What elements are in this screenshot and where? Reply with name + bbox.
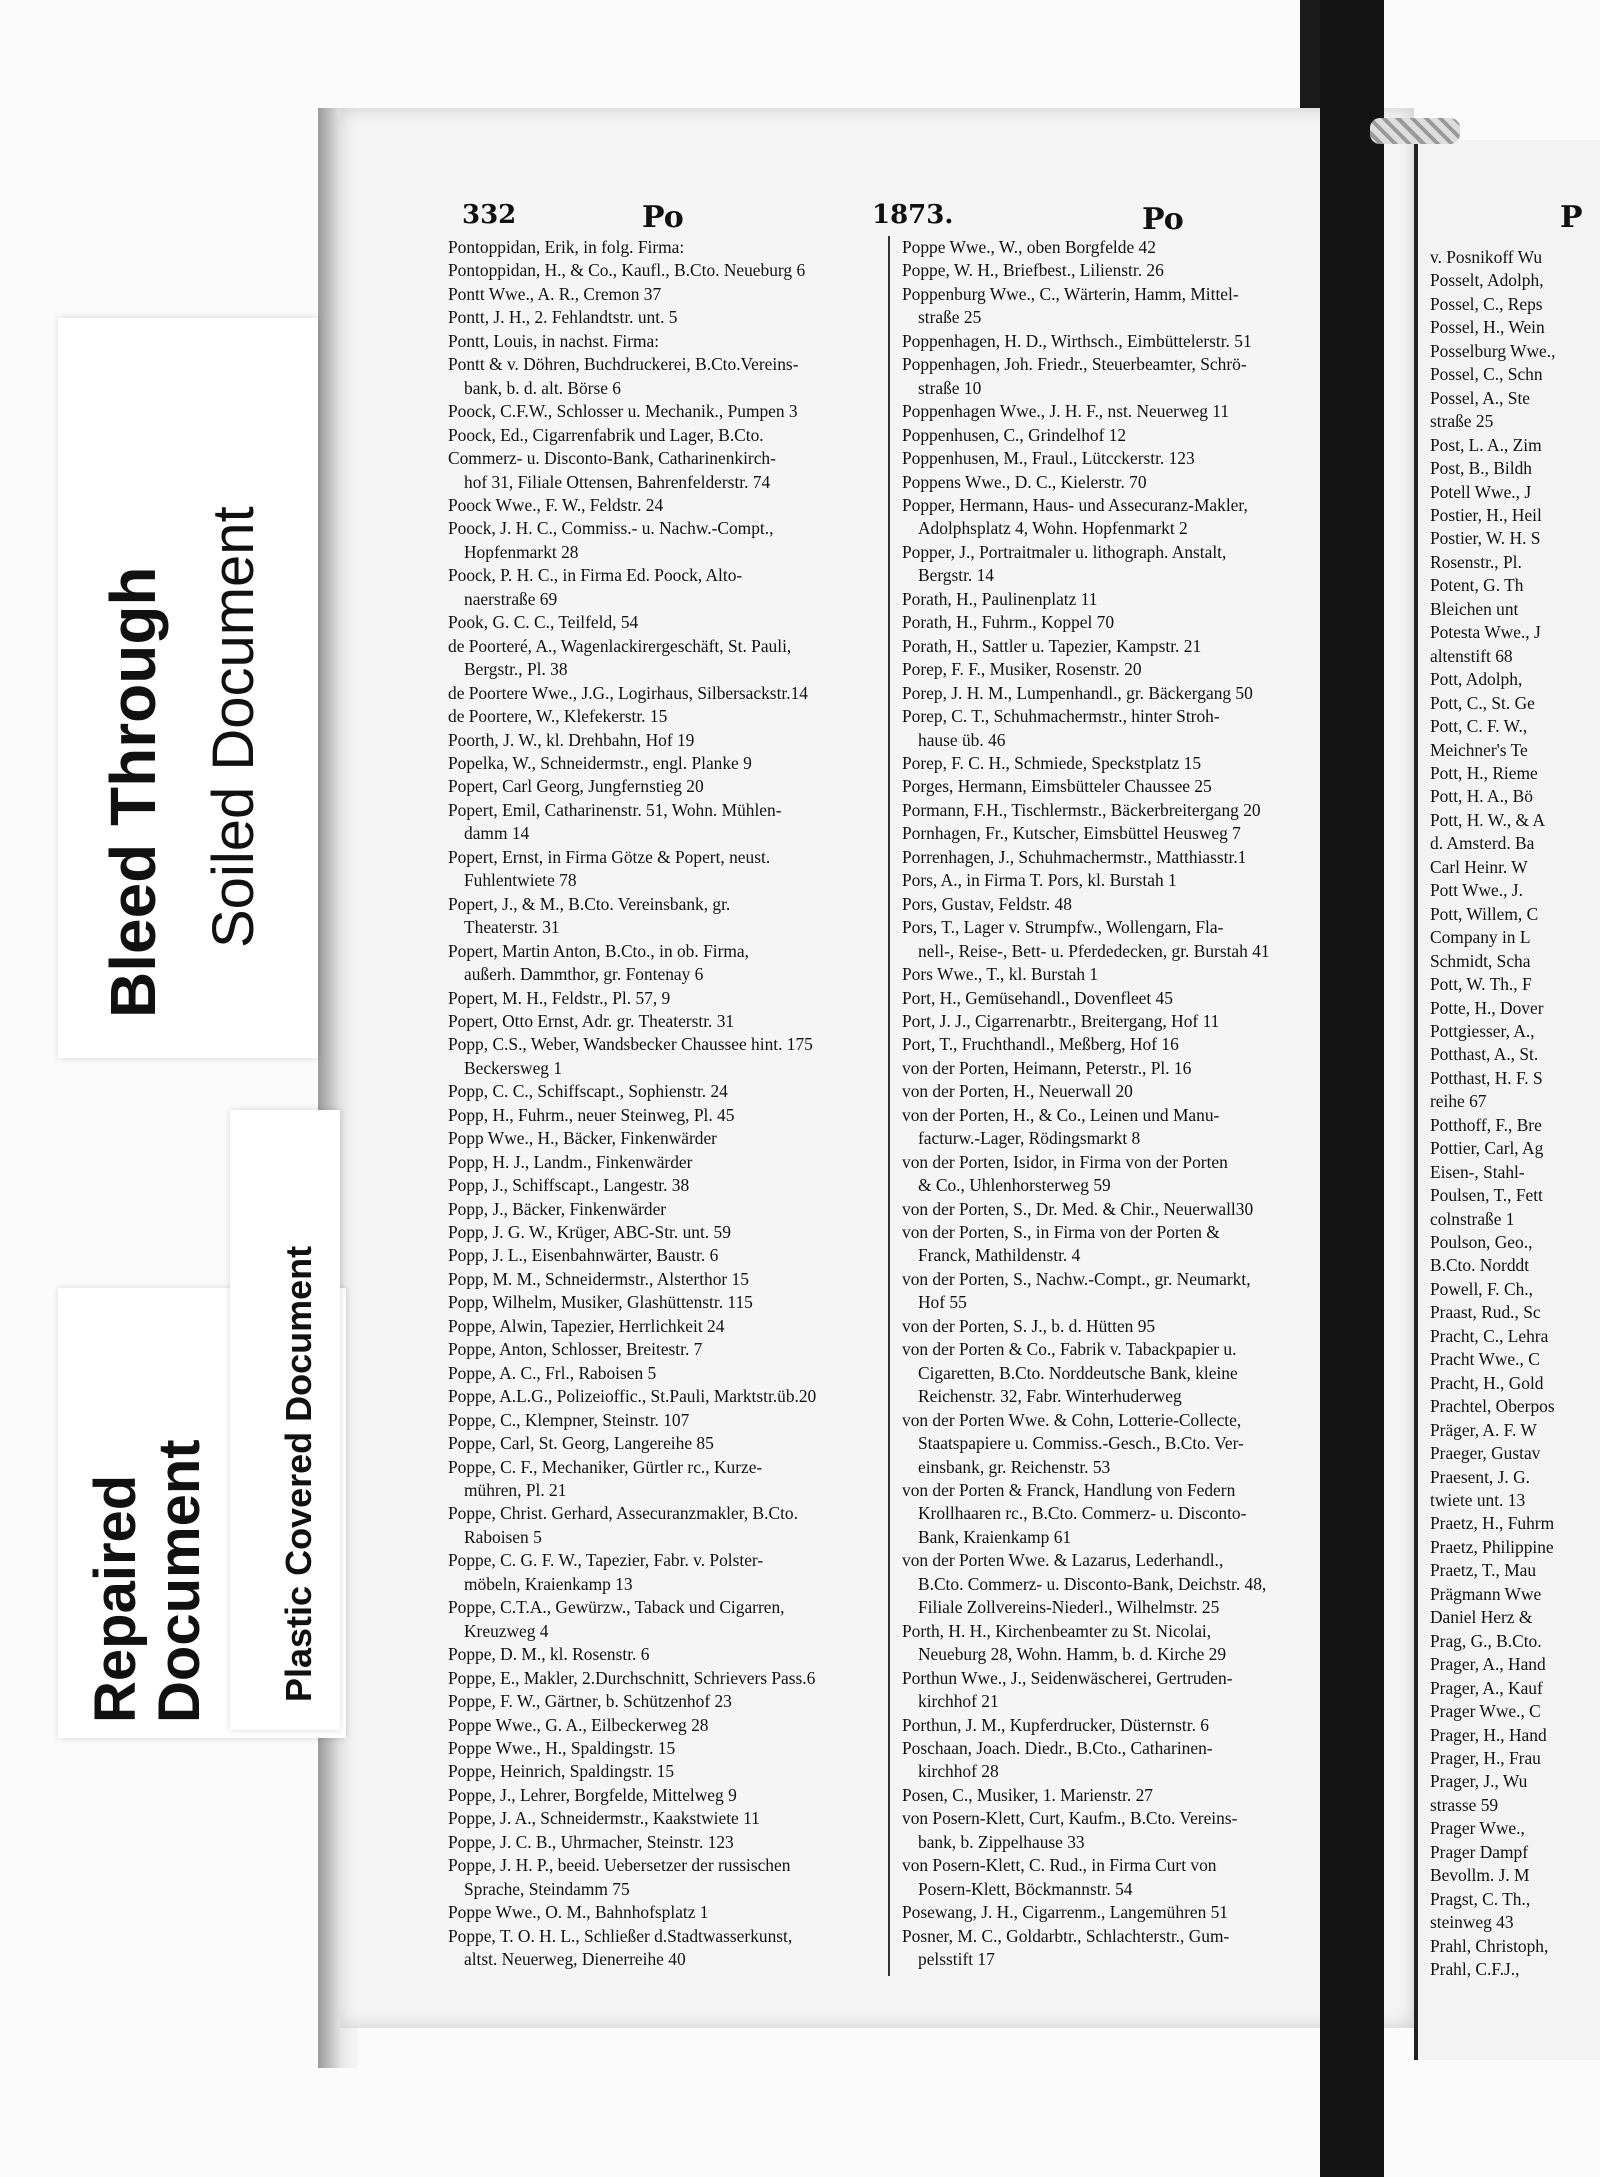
directory-entry: Hopfenmarkt 28 [464, 541, 579, 562]
left-column [448, 236, 912, 1972]
directory-entry: Prager, A., Kauf [1430, 1677, 1543, 1698]
directory-entry: straße 10 [918, 377, 982, 398]
directory-entry: Pontt, Louis, in nachst. Firma: [448, 330, 660, 351]
bleed-through-tag [58, 318, 318, 1058]
directory-entry: Poppenhagen, H. D., Wirthsch., Eimbüttelerstr. 51 [902, 330, 1252, 351]
header-right-letters: Po [1142, 202, 1184, 237]
directory-entry: Popp, Wilhelm, Musiker, Glashüttenstr. 115 [448, 1292, 753, 1313]
directory-entry: Praesent, J. G. [1430, 1466, 1530, 1487]
directory-entry: Poppenhagen Wwe., J. H. F., nst. Neuerweg 11 [902, 401, 1230, 422]
directory-entry: Popp, J., Schiffscapt., Langestr. 38 [448, 1175, 690, 1196]
directory-entry: Popert, Martin Anton, B.Cto., in ob. Firma, [448, 940, 749, 961]
directory-entry: Popper, J., Portraitmaler u. lithograph. Anstalt, [902, 541, 1227, 562]
directory-entry: Pook, G. C. C., Teilfeld, 54 [448, 612, 639, 633]
directory-entry: Poock, C.F.W., Schlosser u. Mechanik., Pumpen 3 [448, 401, 798, 422]
directory-entry: Posern-Klett, Böckmannstr. 54 [918, 1878, 1133, 1899]
directory-entry: Porth, H. H., Kirchenbeamter zu St. Nicolai, [902, 1620, 1212, 1641]
directory-entry: Popert, Ernst, in Firma Götze & Popert, neust. [448, 846, 771, 867]
directory-entry: Poppe, D. M., kl. Rosenstr. 6 [448, 1644, 650, 1665]
directory-entry: Potte, H., Dover [1430, 997, 1544, 1018]
directory-entry: Postier, W. H. S [1430, 528, 1541, 549]
directory-entry: von der Porten Wwe. & Lazarus, Lederhandl., [902, 1550, 1224, 1571]
directory-entry: B.Cto. Norddt [1430, 1255, 1530, 1276]
directory-entry: Porath, H., Sattler u. Tapezier, Kampstr. 21 [902, 635, 1202, 656]
directory-entry: Poschaan, Joach. Diedr., B.Cto., Catharinen- [902, 1738, 1213, 1758]
directory-entry: Poppe Wwe., W., oben Borgfelde 42 [902, 237, 1156, 257]
directory-entry: nell-, Reise-, Bett- u. Pferdedecken, gr. Burstah 41 [918, 940, 1270, 961]
directory-entry: Poppe, E., Makler, 2.Durchschnitt, Schrievers Pass.6 [448, 1667, 816, 1688]
directory-entry: facturw.-Lager, Rödingsmarkt 8 [918, 1128, 1141, 1149]
directory-entry: Bank, Kraienkamp 61 [918, 1526, 1072, 1547]
directory-entry: damm 14 [464, 823, 530, 844]
directory-entry: pelsstift 17 [918, 1949, 995, 1970]
directory-entry: Possel, A., Ste [1430, 387, 1531, 408]
directory-entry: Sprache, Steindamm 75 [464, 1878, 630, 1899]
directory-entry: strasse 59 [1430, 1794, 1499, 1815]
directory-entry: Porep, F. F., Musiker, Rosenstr. 20 [902, 659, 1142, 680]
directory-entry: Commerz- u. Disconto-Bank, Catharinenkirch- [448, 448, 776, 469]
directory-entry: von der Porten Wwe. & Cohn, Lotterie-Collecte, [902, 1409, 1242, 1430]
directory-entry: Pott, H. A., Bö [1430, 786, 1533, 807]
directory-entry: Pontoppidan, H., & Co., Kaufl., B.Cto. Neueburg 6 [448, 260, 806, 281]
directory-entry: Pott, H., Rieme [1430, 762, 1538, 783]
directory-entry: Poppe, F. W., Gärtner, b. Schützenhof 23 [448, 1691, 732, 1712]
directory-entry: Port, H., Gemüsehandl., Dovenfleet 45 [902, 987, 1173, 1008]
directory-entry: hause üb. 46 [918, 729, 1006, 750]
repaired-label [84, 1439, 212, 1723]
directory-entry: reihe 67 [1430, 1091, 1487, 1112]
directory-entry: Potesta Wwe., J [1430, 622, 1541, 643]
directory-entry: Porges, Hermann, Eimsbütteler Chaussee 25 [902, 776, 1212, 797]
directory-entry: Porep, F. C. H., Schmiede, Speckstplatz 15 [902, 752, 1202, 773]
directory-entry: außerh. Dammthor, gr. Fontenay 6 [464, 964, 704, 985]
directory-entry: Port, T., Fruchthandl., Meßberg, Hof 16 [902, 1034, 1179, 1055]
directory-entry: de Poortere Wwe., J.G., Logirhaus, Silbersackstr.14 [448, 682, 808, 703]
directory-entry: Prager Wwe., C [1430, 1701, 1541, 1722]
directory-entry: Porath, H., Fuhrm., Koppel 70 [902, 612, 1115, 633]
directory-entry: Praetz, T., Mau [1430, 1560, 1537, 1581]
directory-entry: Popp, J., Bäcker, Finkenwärder [448, 1198, 667, 1219]
directory-entry: von der Porten, H., Neuerwall 20 [902, 1081, 1133, 1102]
directory-entry: Prager Wwe., [1430, 1818, 1525, 1839]
directory-entry: Pott Wwe., J. [1430, 880, 1523, 901]
header-year: 1873. [872, 200, 954, 230]
directory-entry: Filiale Zollvereins-Niederl., Wilhelmstr. 25 [918, 1597, 1220, 1618]
directory-entry: von der Porten, Isidor, in Firma von der Porten [902, 1151, 1228, 1172]
soiled-document-label: Soiled Document [201, 506, 266, 948]
directory-entry: Poppe Wwe., G. A., Eilbeckerweg 28 [448, 1714, 709, 1735]
directory-entry: Porrenhagen, J., Schuhmachermstr., Matthiasstr.1 [902, 846, 1247, 867]
directory-entry: Pontt & v. Döhren, Buchdruckerei, B.Cto.Vereins- [448, 354, 799, 375]
directory-entry: Porep, C. T., Schuhmachermstr., hinter Stroh- [902, 706, 1220, 727]
directory-entry: von der Porten, S. J., b. d. Hütten 95 [902, 1315, 1156, 1336]
directory-entry: altst. Neuerweg, Dienerreihe 40 [464, 1949, 686, 1970]
directory-entry: Posselt, Adolph, [1430, 270, 1544, 291]
directory-entry: Popp, C.S., Weber, Wandsbecker Chaussee hint. 175 [448, 1034, 813, 1055]
directory-entry: Post, B., Bildh [1430, 458, 1532, 479]
directory-entry: d. Amsterd. Ba [1430, 833, 1535, 854]
directory-entry: Porthun, J. M., Kupferdrucker, Düsternstr. 6 [902, 1714, 1209, 1735]
directory-entry: Potthast, H. F. S [1430, 1067, 1543, 1088]
directory-entry: Reichenstr. 32, Fabr. Winterhuderweg [918, 1386, 1182, 1407]
directory-entry: Pornhagen, Fr., Kutscher, Eimsbüttel Heusweg 7 [902, 823, 1241, 844]
directory-entry: altenstift 68 [1430, 645, 1513, 666]
directory-entry: Popert, J., & M., B.Cto. Vereinsbank, gr. [448, 893, 731, 914]
directory-entry: Poppe, C., Klempner, Steinstr. 107 [448, 1409, 690, 1430]
right-page-header: P [1560, 200, 1583, 235]
directory-entry: Poppe Wwe., H., Spaldingstr. 15 [448, 1738, 676, 1758]
directory-entry: Post, L. A., Zim [1430, 434, 1542, 455]
directory-entry: Prahl, Christoph, [1430, 1935, 1549, 1956]
directory-entry: von Posern-Klett, C. Rud., in Firma Curt von [902, 1855, 1217, 1876]
directory-entry: Prager, H., Frau [1430, 1748, 1541, 1768]
directory-entry: kirchhof 28 [918, 1761, 999, 1782]
directory-entry: Poppe, C.T.A., Gewürzw., Taback und Cigarren, [448, 1597, 785, 1618]
directory-entry: Postier, H., Heil [1430, 504, 1542, 525]
directory-entry: Neueburg 28, Wohn. Hamm, b. d. Kirche 29 [918, 1644, 1227, 1665]
directory-entry: Poorth, J. W., kl. Drehbahn, Hof 19 [448, 729, 695, 750]
directory-entry: Pragst, C. Th., [1430, 1888, 1531, 1909]
directory-entry: Potell Wwe., J [1430, 481, 1532, 502]
directory-entry: Pott, H. W., & A [1430, 809, 1545, 830]
directory-entry: Poppe, J., Lehrer, Borgfelde, Mittelweg 9 [448, 1784, 737, 1805]
directory-entry: Posewang, J. H., Cigarrenm., Langemühren 51 [902, 1902, 1229, 1923]
directory-entry: Krollhaaren rc., B.Cto. Commerz- u. Disconto- [918, 1503, 1247, 1524]
directory-entry: Prager, J., Wu [1430, 1771, 1528, 1792]
directory-entry: Poppe, C. F., Mechaniker, Gürtler rc., Kurze- [448, 1456, 763, 1477]
directory-entry: Rosenstr., Pl. [1430, 551, 1522, 572]
directory-entry: naerstraße 69 [464, 588, 558, 609]
directory-entry: Pontoppidan, Erik, in folg. Firma: [448, 237, 685, 257]
directory-entry: kirchhof 21 [918, 1691, 999, 1712]
directory-entry: Praeger, Gustav [1430, 1443, 1541, 1464]
directory-entry: Pracht, H., Gold [1430, 1372, 1544, 1393]
directory-entry: Porep, J. H. M., Lumpenhandl., gr. Bäckergang 50 [902, 682, 1253, 703]
directory-entry: Poppenhusen, C., Grindelhof 12 [902, 424, 1127, 445]
directory-entry: twiete unt. 13 [1430, 1490, 1526, 1511]
directory-entry: Prager, A., Hand [1430, 1654, 1546, 1675]
right-page-column [1430, 246, 1600, 1982]
directory-entry: Poppe Wwe., O. M., Bahnhofsplatz 1 [448, 1902, 709, 1923]
directory-entry: v. Posnikoff Wu [1430, 247, 1543, 267]
directory-entry: steinweg 43 [1430, 1912, 1514, 1933]
directory-entry: Popert, Carl Georg, Jungfernstieg 20 [448, 776, 704, 797]
directory-entry: de Poortere, W., Klefekerstr. 15 [448, 706, 668, 727]
directory-entry: Hof 55 [918, 1292, 967, 1313]
directory-entry: von der Porten, S., Nachw.-Compt., gr. Neumarkt, [902, 1268, 1251, 1289]
directory-entry: Pottgiesser, A., [1430, 1020, 1535, 1041]
directory-entry: Potthast, A., St. [1430, 1044, 1539, 1065]
directory-entry: Poppe, Heinrich, Spaldingstr. 15 [448, 1761, 675, 1782]
header-left-letters: Po [642, 200, 684, 235]
directory-entry: Poppe, C. G. F. W., Tapezier, Fabr. v. Polster- [448, 1550, 764, 1571]
directory-entry: Kreuzweg 4 [464, 1620, 549, 1641]
directory-entry: Pors, A., in Firma T. Pors, kl. Burstah 1 [902, 870, 1177, 891]
directory-entry: bank, b. d. alt. Börse 6 [464, 377, 621, 398]
directory-entry: Powell, F. Ch., [1430, 1278, 1533, 1299]
directory-entry: Popp, J. L., Eisenbahnwärter, Baustr. 6 [448, 1245, 719, 1266]
directory-entry: Poppe, T. O. H. L., Schließer d.Stadtwasserkunst, [448, 1925, 793, 1946]
directory-entry: Pors, T., Lager v. Strumpfw., Wollengarn, Fla- [902, 917, 1224, 938]
right-column [902, 236, 1362, 1972]
directory-entry: Posselburg Wwe., [1430, 340, 1556, 361]
directory-entry: Poppe, Anton, Schlosser, Breitestr. 7 [448, 1339, 703, 1360]
directory-entry: Pracht, C., Lehra [1430, 1325, 1549, 1346]
directory-entry: Poppenhusen, M., Fraul., Lütcckerstr. 123 [902, 448, 1195, 469]
directory-entry: Poppe, J. H. P., beeid. Uebersetzer der russischen [448, 1855, 791, 1876]
directory-entry: Popert, Emil, Catharinenstr. 51, Wohn. Mühlen- [448, 799, 782, 820]
directory-entry: Poppe, J. C. B., Uhrmacher, Steinstr. 123 [448, 1831, 734, 1852]
bookmark-ribbon [1370, 118, 1460, 144]
directory-entry: mühren, Pl. 21 [464, 1480, 567, 1501]
page-header [462, 200, 1352, 236]
directory-entry: Pott, C. F. W., [1430, 716, 1528, 737]
directory-entry: Meichner's Te [1430, 739, 1528, 760]
directory-entry: möbeln, Kraienkamp 13 [464, 1573, 633, 1594]
directory-entry: Prager, H., Hand [1430, 1724, 1547, 1745]
directory-entry: & Co., Uhlenhorsterweg 59 [918, 1175, 1111, 1196]
directory-entry: colnstraße 1 [1430, 1208, 1515, 1229]
directory-entry: Praast, Rud., Sc [1430, 1302, 1541, 1323]
directory-entry: Popper, Hermann, Haus- und Assecuranz-Makler, [902, 494, 1248, 515]
directory-entry: Poppe, Christ. Gerhard, Assecuranzmakler, B.Cto. [448, 1503, 798, 1524]
directory-entry: Staatspapiere u. Commiss.-Gesch., B.Cto. Ver- [918, 1433, 1244, 1454]
directory-entry: Pors Wwe., T., kl. Burstah 1 [902, 964, 1099, 985]
page-number: 332 [462, 200, 517, 230]
directory-entry: Poulsen, T., Fett [1430, 1185, 1543, 1206]
directory-entry: Poock, Ed., Cigarrenfabrik und Lager, B.Cto. [448, 424, 764, 445]
directory-entry: Possel, C., Reps [1430, 293, 1543, 314]
directory-entry: Prägmann Wwe [1430, 1583, 1542, 1604]
directory-entry: Adolphsplatz 4, Wohn. Hopfenmarkt 2 [918, 518, 1188, 539]
directory-entry: Popp Wwe., H., Bäcker, Finkenwärder [448, 1128, 717, 1149]
directory-entry: Bleichen unt [1430, 598, 1519, 619]
directory-entry: Prachtel, Oberpos [1430, 1396, 1555, 1417]
directory-entry: Präger, A. F. W [1430, 1419, 1537, 1440]
directory-entry: Prager Dampf [1430, 1841, 1529, 1862]
directory-entry: Poppenburg Wwe., C., Wärterin, Hamm, Mittel- [902, 283, 1239, 304]
directory-entry: Pontt Wwe., A. R., Cremon 37 [448, 283, 662, 304]
directory-entry: B.Cto. Commerz- u. Disconto-Bank, Deichstr. 48, [918, 1573, 1267, 1594]
directory-entry: Pontt, J. H., 2. Fehlandtstr. unt. 5 [448, 307, 678, 328]
directory-entry: Pott, Adolph, [1430, 669, 1523, 690]
directory-entry: Potthoff, F., Bre [1430, 1114, 1542, 1135]
directory-entry: Praetz, Philippine [1430, 1536, 1554, 1557]
directory-entry: Poulson, Geo., [1430, 1232, 1533, 1253]
directory-entry: Popert, M. H., Feldstr., Pl. 57, 9 [448, 987, 671, 1008]
directory-entry: Potent, G. Th [1430, 575, 1524, 596]
directory-entry: Poppe, J. A., Schneidermstr., Kaakstwiete 11 [448, 1808, 760, 1829]
directory-entry: von der Porten, H., & Co., Leinen und Manu- [902, 1104, 1220, 1125]
directory-entry: Raboisen 5 [464, 1526, 542, 1547]
directory-entry: hof 31, Filiale Ottensen, Bahrenfelderstr. 74 [464, 471, 771, 492]
directory-entry: von der Porten, Heimann, Peterstr., Pl. 16 [902, 1057, 1192, 1078]
directory-entry: straße 25 [1430, 411, 1494, 432]
directory-entry: einsbank, gr. Reichenstr. 53 [918, 1456, 1111, 1477]
directory-entry: Pottier, Carl, Ag [1430, 1138, 1544, 1159]
directory-entry: Possel, C., Schn [1430, 364, 1543, 385]
directory-entry: straße 25 [918, 307, 982, 328]
directory-entry: Port, J. J., Cigarrenarbtr., Breitergang, Hof 11 [902, 1010, 1220, 1031]
directory-entry: Bergstr. 14 [918, 565, 995, 586]
directory-entry: Schmidt, Scha [1430, 950, 1531, 971]
directory-entry: Poock, P. H. C., in Firma Ed. Poock, Alto- [448, 565, 743, 586]
directory-entry: bank, b. Zippelhause 33 [918, 1831, 1085, 1852]
directory-entry: Prahl, C.F.J., [1430, 1959, 1520, 1980]
directory-entry: von der Porten & Franck, Handlung von Federn [902, 1480, 1236, 1501]
directory-entry: Eisen-, Stahl- [1430, 1161, 1525, 1182]
directory-entry: Poppe, A.L.G., Polizeioffic., St.Pauli, Marktstr.üb.20 [448, 1386, 817, 1407]
directory-entry: Prag, G., B.Cto. [1430, 1630, 1542, 1651]
directory-entry: Pott, Willem, C [1430, 903, 1539, 924]
plastic-covered-label: Plastic Covered Document [278, 1245, 319, 1702]
directory-entry: Popp, C. C., Schiffscapt., Sophienstr. 24 [448, 1081, 728, 1102]
directory-entry: Poppe, A. C., Frl., Raboisen 5 [448, 1362, 657, 1383]
directory-entry: Porthun Wwe., J., Seidenwäscherei, Gertruden- [902, 1667, 1233, 1688]
directory-entry: Pott, C., St. Ge [1430, 692, 1535, 713]
directory-entry: von Posern-Klett, Curt, Kaufm., B.Cto. Vereins- [902, 1808, 1238, 1829]
repaired-line-1: Repaired [83, 1474, 148, 1723]
directory-entry: Poock Wwe., F. W., Feldstr. 24 [448, 494, 664, 515]
directory-entry: Poppe, W. H., Briefbest., Lilienstr. 26 [902, 260, 1164, 281]
directory-entry: Poppe, Carl, St. Georg, Langereihe 85 [448, 1433, 714, 1454]
directory-entry: Fuhlentwiete 78 [464, 870, 577, 891]
directory-entry: von der Porten & Co., Fabrik v. Tabackpapier u. [902, 1339, 1237, 1360]
directory-entry: Beckersweg 1 [464, 1057, 563, 1078]
directory-entry: Pormann, F.H., Tischlermstr., Bäckerbreitergang 20 [902, 799, 1261, 820]
directory-entry: Poppe, Alwin, Tapezier, Herrlichkeit 24 [448, 1315, 725, 1336]
directory-entry: Popp, M. M., Schneidermstr., Alsterthor 15 [448, 1268, 749, 1289]
directory-entry: Poock, J. H. C., Commiss.- u. Nachw.-Compt., [448, 518, 774, 539]
directory-entry: Popelka, W., Schneidermstr., engl. Planke 9 [448, 752, 752, 773]
directory-entry: Theaterstr. 31 [464, 917, 560, 938]
directory-entry: Poppenhagen, Joh. Friedr., Steuerbeamter, Schrö- [902, 354, 1247, 375]
directory-entry: Popp, J. G. W., Krüger, ABC-Str. unt. 59 [448, 1222, 731, 1243]
directory-entry: Posen, C., Musiker, 1. Marienstr. 27 [902, 1784, 1153, 1805]
directory-entry: Popp, H. J., Landm., Finkenwärder [448, 1151, 693, 1172]
directory-entry: von der Porten, S., Dr. Med. & Chir., Neuerwall30 [902, 1198, 1254, 1219]
directory-entry: Posner, M. C., Goldarbtr., Schlachterstr., Gum- [902, 1925, 1230, 1946]
directory-entry: Praetz, H., Fuhrm [1430, 1513, 1555, 1534]
directory-entry: Pors, Gustav, Feldstr. 48 [902, 893, 1072, 914]
directory-entry: Popp, H., Fuhrm., neuer Steinweg, Pl. 45 [448, 1104, 735, 1125]
directory-entry: Possel, H., Wein [1430, 317, 1545, 338]
directory-entry: Pracht Wwe., C [1430, 1349, 1540, 1370]
directory-entry: Bergstr., Pl. 38 [464, 659, 568, 680]
directory-entry: Porath, H., Paulinenplatz 11 [902, 588, 1098, 609]
directory-entry: de Poorteré, A., Wagenlackirergeschäft, St. Pauli, [448, 635, 792, 656]
directory-entry: von der Porten, S., in Firma von der Porten & [902, 1222, 1220, 1243]
directory-entry: Franck, Mathildenstr. 4 [918, 1245, 1081, 1266]
repaired-line-2: Document [147, 1439, 212, 1723]
bleed-through-label: Bleed Through [97, 566, 169, 1018]
directory-entry: Cigaretten, B.Cto. Norddeutsche Bank, kleine [918, 1362, 1238, 1383]
column-divider [888, 236, 890, 1976]
directory-entry: Pott, W. Th., F [1430, 974, 1532, 995]
directory-entry: Daniel Herz & [1430, 1607, 1533, 1628]
directory-entry: Bevollm. J. M [1430, 1865, 1530, 1886]
plastic-covered-tag [230, 1110, 340, 1730]
directory-entry: Company in L [1430, 927, 1531, 948]
directory-entry: Popert, Otto Ernst, Adr. gr. Theaterstr. 31 [448, 1010, 735, 1031]
directory-entry: Poppens Wwe., D. C., Kielerstr. 70 [902, 471, 1147, 492]
directory-entry: Carl Heinr. W [1430, 856, 1528, 877]
